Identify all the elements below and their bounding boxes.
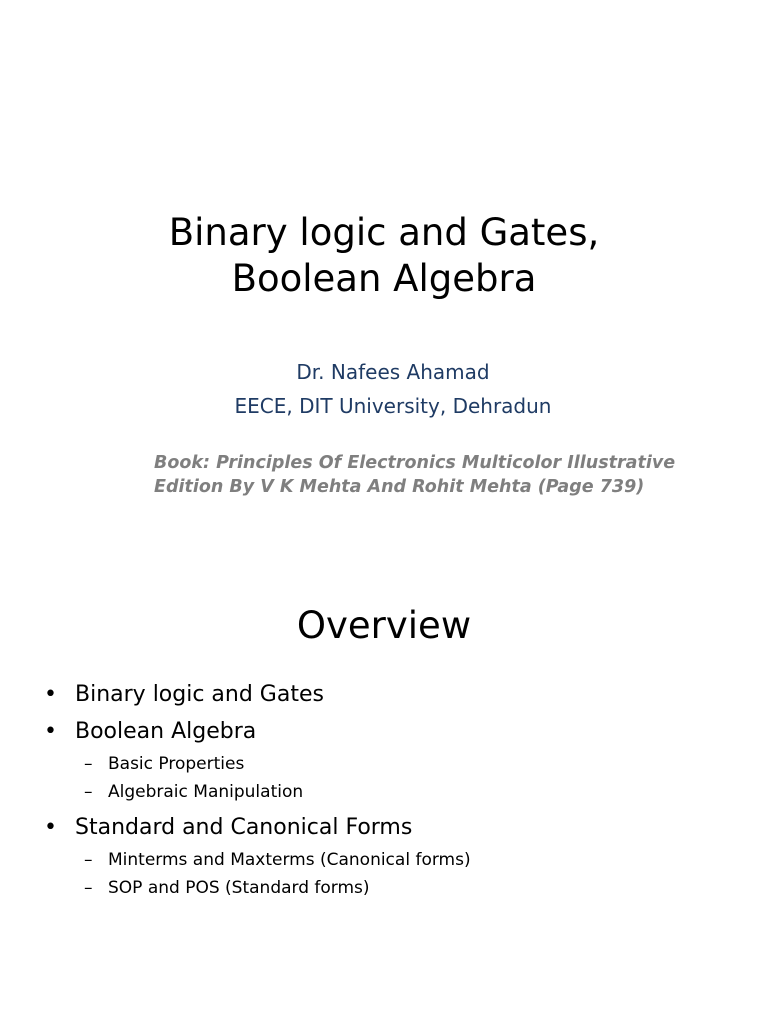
book-reference: Book: Principles Of Electronics Multicolor Illustrative Edition By V K Mehta And Rohit Mehta (Page 739): [154, 453, 676, 497]
bullet-marker: •: [44, 719, 57, 744]
bullet-item: [44, 809, 744, 846]
sub-bullet-marker: –: [84, 754, 93, 774]
sub-bullet-text: Minterms and Maxterms (Canonical forms): [108, 850, 471, 870]
bullet-text: Boolean Algebra: [75, 719, 257, 744]
author-name: Dr. Nafees Ahamad: [296, 360, 490, 384]
sub-bullet-marker: –: [84, 782, 93, 802]
presentation-title: [0, 210, 768, 302]
overview-slide: [0, 576, 768, 1024]
bullet-item: [44, 713, 744, 750]
sub-bullet-text: Basic Properties: [108, 754, 245, 774]
sub-bullet-marker: –: [84, 850, 93, 870]
sub-bullet-item: [44, 750, 744, 778]
bullet-marker: •: [44, 815, 57, 840]
sub-bullet-marker: –: [84, 878, 93, 898]
sub-bullet-item: [44, 874, 744, 902]
sub-bullet-item: [44, 846, 744, 874]
sub-bullet-text: SOP and POS (Standard forms): [108, 878, 370, 898]
bullet-marker: •: [44, 682, 57, 707]
bullet-item: [44, 676, 744, 713]
sub-bullet-text: Algebraic Manipulation: [108, 782, 304, 802]
title-line-2: Boolean Algebra: [231, 257, 537, 300]
bullet-text: Standard and Canonical Forms: [75, 815, 413, 840]
overview-bullet-list: [44, 676, 744, 902]
bullet-text: Binary logic and Gates: [75, 682, 324, 707]
author-block: [0, 355, 768, 423]
overview-title: Overview: [296, 604, 472, 647]
sub-bullet-item: [44, 778, 744, 806]
author-affiliation: EECE, DIT University, Dehradun: [234, 394, 552, 418]
title-line-1: Binary logic and Gates,: [168, 211, 600, 254]
